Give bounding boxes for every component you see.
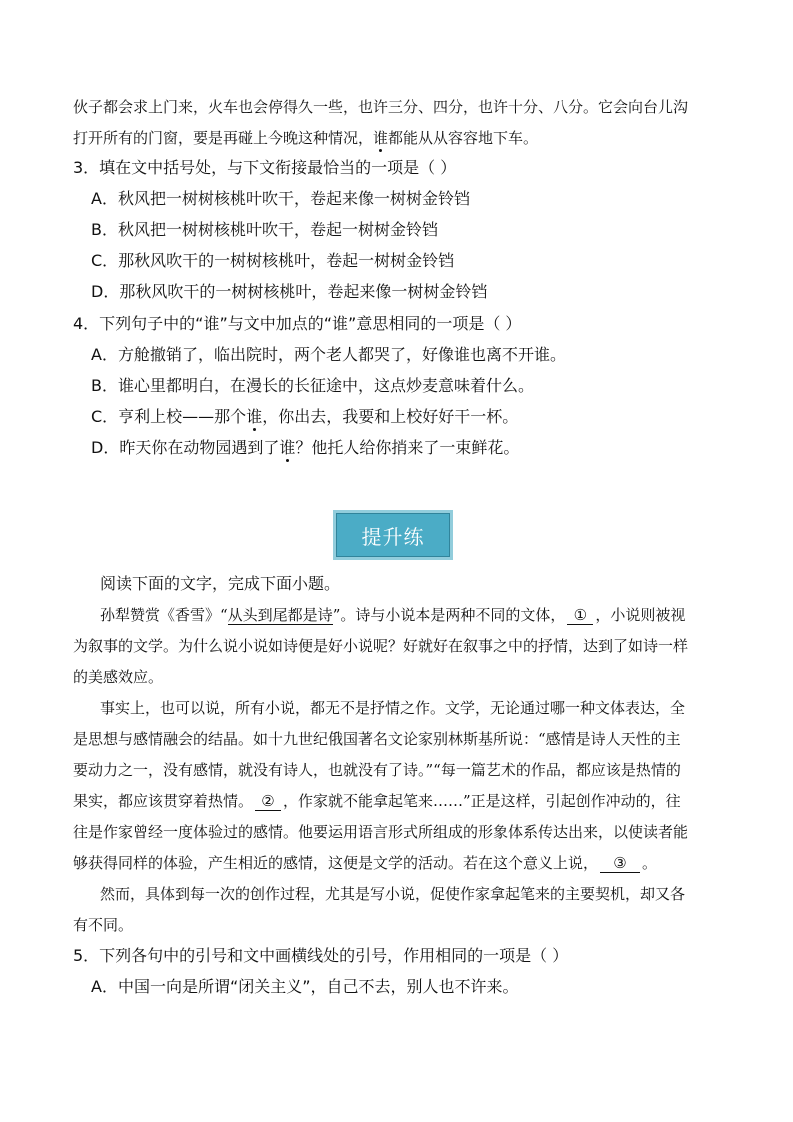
reading-intro: 阅读下面的文字，完成下面小题。 <box>100 574 341 593</box>
passage-line-2 <box>73 128 538 148</box>
question-4-option-a[interactable]: A．方舱撤销了，临出院时，两个老人都哭了，好像谁也离不开谁。 <box>91 345 566 364</box>
passage-text: ”。诗与小说本是两种不同的文体， <box>332 606 566 624</box>
passage-text: 打开所有的门窗，要是再碰上今晚这种情况， <box>73 129 374 147</box>
question-5-option-a[interactable]: A．中国一向是所谓“闭关主义”，自己不去，别人也不许来。 <box>91 977 519 996</box>
passage-text: 孙犁赞赏《香雪》“ <box>100 606 228 624</box>
blank-1[interactable]: ① <box>567 606 593 625</box>
reading-p1-line-1 <box>100 605 685 625</box>
passage-line-1: 伙子都会求上门来，火车也会停得久一些，也许三分、四分，也许十分、八分。它会向台儿沟 <box>73 98 689 116</box>
question-3-option-d[interactable]: D．那秋风吹干的一树树核桃叶，卷起来像一树树金铃铛 <box>91 282 488 301</box>
question-3-option-b[interactable]: B．秋风把一树树核桃叶吹干，卷起一树树金铃铛 <box>91 220 438 239</box>
option-text: C．亨利上校——那个 <box>91 407 247 426</box>
reading-p2-line-1: 事实上，也可以说，所有小说，都无不是抒情之作。文学，无论通过哪一种文体表达，全 <box>100 699 686 717</box>
passage-text: 果实，都应该贯穿着热情。 <box>73 792 254 810</box>
reading-p2-line-3: 要动力之一，没有感情，就没有诗人，也就没有了诗。”“每一篇艺术的作品，都应该是热情的 <box>73 761 681 779</box>
question-4-option-d[interactable] <box>91 438 519 458</box>
option-text: ，你出去，我要和上校好好干一杯。 <box>262 407 519 426</box>
underlined-quote: 从头到尾都是诗 <box>227 606 333 624</box>
passage-text: 都能从从容容地下车。 <box>388 129 539 147</box>
reading-p2-line-4 <box>73 791 681 811</box>
reading-p1-line-2: 为叙事的文学。为什么说小说如诗便是好小说呢？好就好在叙事之中的抒情，达到了如诗一样 <box>73 637 689 655</box>
option-text: D．昨天你在动物园遇到了 <box>91 438 280 457</box>
emphasis-dot-char: 谁 <box>279 438 296 457</box>
emphasis-dot-char: 谁 <box>246 407 263 426</box>
passage-text: ，作家就不能拿起笔来……”正是这样，引起创作冲动的，往 <box>283 792 681 810</box>
question-3-option-a[interactable]: A．秋风把一树树核桃叶吹干，卷起来像一树树金铃铛 <box>91 189 470 208</box>
reading-p2-line-5: 往是作家曾经一度体验过的感情。他要运用语言形式所组成的形象体系传达出来，以使读者能 <box>73 823 689 841</box>
question-4-option-c[interactable] <box>91 407 518 427</box>
passage-text: 。 <box>642 854 658 872</box>
passage-text: 够获得同样的体验，产生相近的感情，这便是文学的活动。若在这个意义上说， <box>73 854 599 872</box>
passage-text: ，小说则被视 <box>595 606 686 624</box>
reading-p3-line-1: 然而，具体到每一次的创作过程，尤其是写小说，促使作家拿起笔来的主要契机，却又各 <box>100 885 686 903</box>
blank-2[interactable]: ② <box>255 792 281 811</box>
question-3-stem: 3．填在文中括号处，与下文衔接最恰当的一项是（ ） <box>73 158 457 177</box>
question-4-stem: 4．下列句子中的“谁”与文中加点的“谁”意思相同的一项是（ ） <box>73 314 522 333</box>
section-banner: 提升练 <box>333 510 453 560</box>
option-text: ？他托人给你捎来了一束鲜花。 <box>295 438 520 457</box>
reading-p3-line-2: 有不同。 <box>73 916 134 934</box>
question-3-option-c[interactable]: C．那秋风吹干的一树树核桃叶，卷起一树树金铃铛 <box>91 251 455 270</box>
question-5-stem: 5．下列各句中的引号和文中画横线处的引号，作用相同的一项是（ ） <box>73 946 569 965</box>
blank-3[interactable]: ③ <box>600 854 640 873</box>
reading-p1-line-3: 的美感效应。 <box>73 668 164 686</box>
emphasis-dot-char: 谁 <box>373 129 389 147</box>
question-4-option-b[interactable]: B．谁心里都明白，在漫长的长征途中，这点炒麦意味着什么。 <box>91 376 534 395</box>
reading-p2-line-6 <box>73 853 657 873</box>
reading-p2-line-2: 是思想与感情融会的结晶。如十九世纪俄国著名文论家别林斯基所说：“感情是诗人天性的主 <box>73 730 681 748</box>
